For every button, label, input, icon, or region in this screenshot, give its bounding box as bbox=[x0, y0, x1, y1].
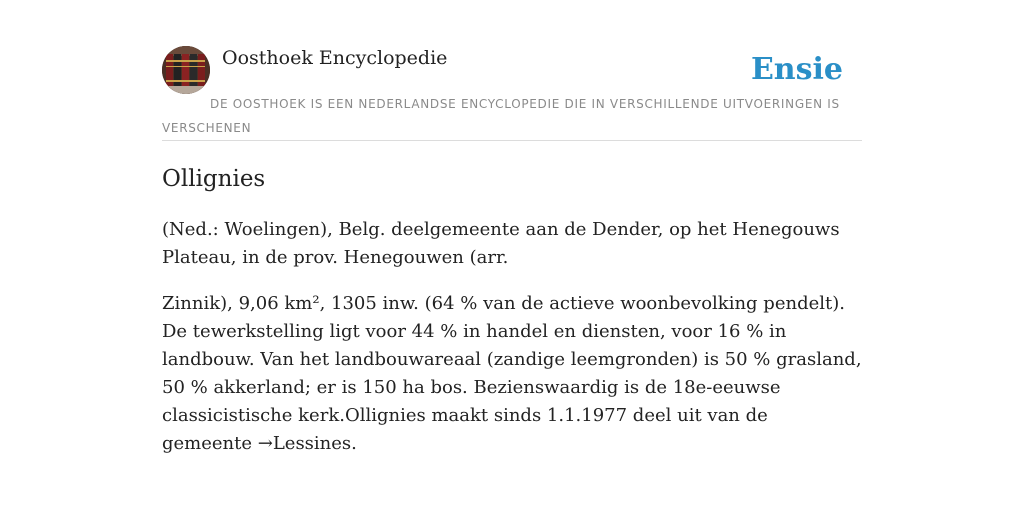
article-title: Ollignies bbox=[162, 166, 266, 192]
article bbox=[162, 160, 862, 458]
site-title-link[interactable]: Oosthoek Encyclopedie bbox=[222, 47, 448, 69]
article-paragraph-2-text: Zinnik), 9,06 km², 1305 inw. (64 % van de actieve woonbevolking pendelt). De tewerkstelling ligt voor 44 % in handel en diensten, voor 16 % in landbouw. Van het landbouwareaal (zandige leemgronden) is 50 % grasland, 50 % akkerland; er is 150 ha bos. Bezienswaardig is de 18e-eeuwse classicistische kerk.Ollignies maakt sinds 1.1.1977 deel uit van de gemeente bbox=[162, 293, 862, 454]
site-header bbox=[162, 46, 862, 141]
site-tagline: DE OOSTHOEK IS EEN NEDERLANDSE ENCYCLOPEDIE DIE IN VERSCHILLENDE UITVOERINGEN IS VERSCHENEN bbox=[162, 97, 840, 135]
ensie-logo-link[interactable]: Ensie bbox=[750, 52, 843, 87]
article-paragraph-2 bbox=[162, 290, 862, 458]
encyclopedia-books-icon[interactable] bbox=[162, 46, 210, 94]
article-paragraph-2-end: . bbox=[351, 433, 357, 454]
article-paragraph-1: (Ned.: Woelingen), Belg. deelgemeente aan de Dender, op het Henegouws Plateau, in de prov. Henegouwen (arr. bbox=[162, 219, 840, 268]
lessines-link[interactable]: →Lessines bbox=[257, 433, 352, 454]
